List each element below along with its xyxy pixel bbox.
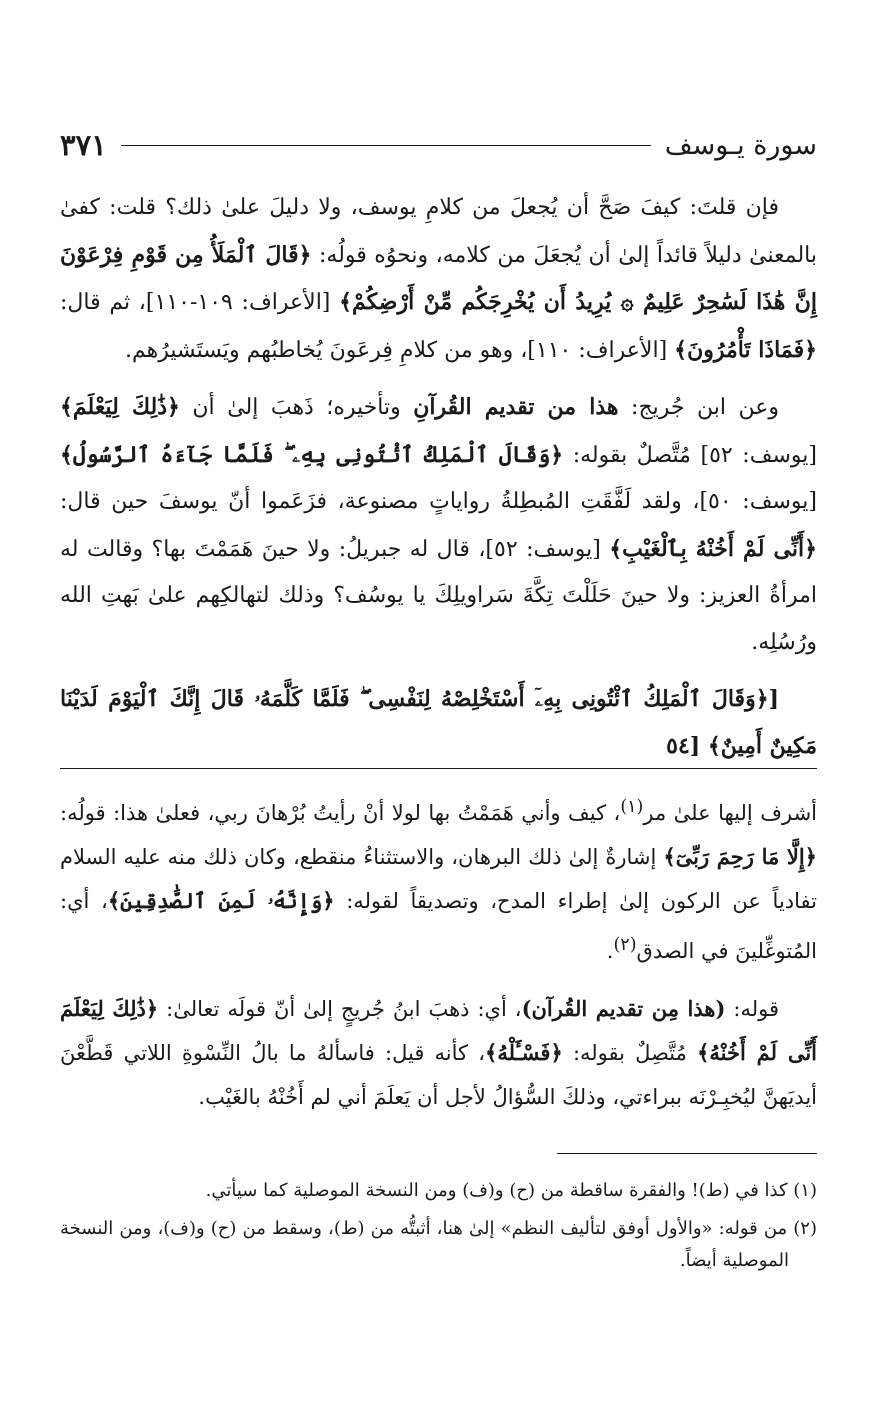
verse-54: [﴿وَقَالَ ٱلْمَلِكُ ٱئْتُونِى بِهِۦٓ أَسْتَخْلِصْهُ لِنَفْسِى ۖ فَلَمَّا كَلَّمَهُۥ قَالَ إِنَّكَ ٱلْيَوْمَ لَدَيْنَا مَكِينٌ أَمِينٌ﴾ [٥٤ xyxy=(60,686,817,759)
footnote-1: (١) كذا في (ط)! والفقرة ساقطة من (ح) و(ف) ومن النسخة الموصلية كما سيأتي. xyxy=(205,1180,817,1201)
bold-phrase: هذا من تقديم القُرآنِ xyxy=(413,394,619,420)
quran-quote: ﴿وَقَالَ ٱلْمَلِكُ ٱئْتُونِى بِهِۦ ۖ فَلَمَّا جَآءَهُ ٱلرَّسُولُ﴾ xyxy=(60,441,564,468)
footnote-separator xyxy=(557,1153,817,1154)
main-paragraph-1: فإن قلتَ: كيفَ صَحَّ أن يُجعلَ من كلامِ يوسف، ولا دليلَ علىٰ ذلك؟ قلت: كفىٰ بالمعنىٰ دليلاً قائداً إلىٰ أن يُجعَلَ من كلامه، ونحوُه قولُه: ﴿قَالَ ٱلْمَلَأُ مِن قَوْمِ فِرْعَوْنَ إِنَّ هَٰذَا لَسَٰحِرٌ عَلِيمٌ ۞ يُرِيدُ أَن يُخْرِجَكُم مِّنْ أَرْضِكُمْ﴾ [الأعراف: ١٠٩-١١٠]، ثم قال: ﴿فَمَاذَا تَأْمُرُونَ﴾ [الأعراف: ١١٠]، وهو من كلامِ فِرعَونَ يُخاطبُهم ويَستَشيرُهم. xyxy=(60,195,818,363)
quran-quote: ﴿إِلَّا مَا رَحِمَ رَبِّىٓ﴾ xyxy=(663,844,817,869)
page-header xyxy=(60,125,817,165)
quran-quote: ﴿فَمَاذَا تَأْمُرُونَ﴾ xyxy=(674,336,817,363)
commentary-separator xyxy=(60,768,817,769)
quran-quote: ﴿وَإِنَّهُۥ لَمِنَ ٱلصَّٰدِقِينَ﴾ xyxy=(107,888,335,913)
footnote-ref-2: (٢) xyxy=(613,935,637,955)
quran-quote: ﴿ذَٰلِكَ لِيَعْلَمَ أَنِّى لَمْ أَخُنْهُ﴾ xyxy=(60,996,817,1065)
quran-quote: ﴿قَالَ ٱلْمَلَأُ مِن قَوْمِ فِرْعَوْنَ إِنَّ هَٰذَا لَسَٰحِرٌ عَلِيمٌ ۞ يُرِيدُ أَن يُخْرِجَكُم مِّنْ أَرْضِكُمْ﴾ xyxy=(60,241,817,315)
footnote-ref-1: (١) xyxy=(620,797,644,817)
quran-quote: ﴿أَنِّى لَمْ أَخُنْهُ بِٱلْغَيْبِ﴾ xyxy=(609,535,817,562)
page-number: ٣٧١ xyxy=(60,128,107,162)
main-paragraph-2: وعن ابن جُريج: هذا من تقديم القُرآنِ وتأخيره؛ ذَهبَ إلىٰ أن ﴿ذَٰلِكَ لِيَعْلَمَ﴾ [يوسف: ٥٢] مُتَّصلٌ بقوله: ﴿وَقَالَ ٱلْمَلِكُ ٱئْتُونِى بِهِۦ ۖ فَلَمَّا جَآءَهُ ٱلرَّسُولُ﴾ [يوسف: ٥٠]، ولقد لَفَّقَتِ المُبطِلةُ رواياتٍ مصنوعة، فزَعَموا أنّ يوسفَ حين قال: ﴿أَنِّى لَمْ أَخُنْهُ بِٱلْغَيْبِ﴾ [يوسف: ٥٢]، قال له جبريلُ: ولا حينَ هَمَمْتَ بها؟ وقالت له امرأةُ العزيز: ولا حينَ حَلَلْتَ تِكَّةَ سَراويلِكَ يا يوسُف؟ وذلك لتهالكِهم علىٰ بَهتِ الله ورُسُلِه. xyxy=(60,394,817,655)
quran-quote: ﴿ذَٰلِكَ لِيَعْلَمَ﴾ xyxy=(60,394,180,420)
commentary-paragraph-2: قوله: (هذا مِن تقديم القُرآن)، أي: ذهبَ ابنُ جُريجٍ إلىٰ أنّ قولَه تعالىٰ: ﴿ذَٰلِكَ لِيَعْلَمَ أَنِّى لَمْ أَخُنْهُ﴾ مُتَّصِلٌ بقوله: ﴿فَسْـَٔلْهُ﴾، كأنه قيل: فاسألهُ ما بالُ النِّسْوةِ اللاتي قَطَّعْنَ أيديَهنَّ ليُخبِـرْنَه ببراءتي، وذلكَ السُّؤالُ لأجل أن يَعلَمَ أني لم أَخُنْهُ بالغَيْب. xyxy=(60,996,817,1109)
footnote-2: (٢) من قوله: «والأول أوفق لتأليف النظم» إلىٰ هنا، أثبتُّه من (ط)، وسقط من (ح) و(ف)، ومن النسخة الموصلية أيضاً. xyxy=(60,1218,817,1271)
bold-phrase: (هذا مِن تقديم القُرآن) xyxy=(521,996,726,1021)
commentary-paragraph-1: أشرف إليها علىٰ مر$^{(١)}$، كيف وأني هَمَمْتُ بها لولا أنْ رأيتُ بُرْهانَ ربي، فعلىٰ هذا: قولُه: ﴿إِلَّا مَا رَحِمَ رَبِّىٓ﴾ إشارةٌ إلىٰ ذلك البرهان، والاستثناءُ منقطع، وكان ذلك منه عليه السلام تفادياً عن الركون إلىٰ إطراء المدح، وتصديقاً لقوله: ﴿وَإِنَّهُۥ لَمِنَ ٱلصَّٰدِقِينَ﴾، أي: المُتوغِّلينَ في الصدق$^{(٢)}$. xyxy=(60,797,818,963)
header-rule xyxy=(121,145,651,146)
quran-quote: ﴿فَسْـَٔلْهُ﴾ xyxy=(485,1040,563,1065)
surah-title: سورة يـوسف xyxy=(664,129,817,161)
footnotes xyxy=(60,1175,817,1277)
main-text xyxy=(60,185,817,769)
commentary-text xyxy=(60,785,817,1119)
